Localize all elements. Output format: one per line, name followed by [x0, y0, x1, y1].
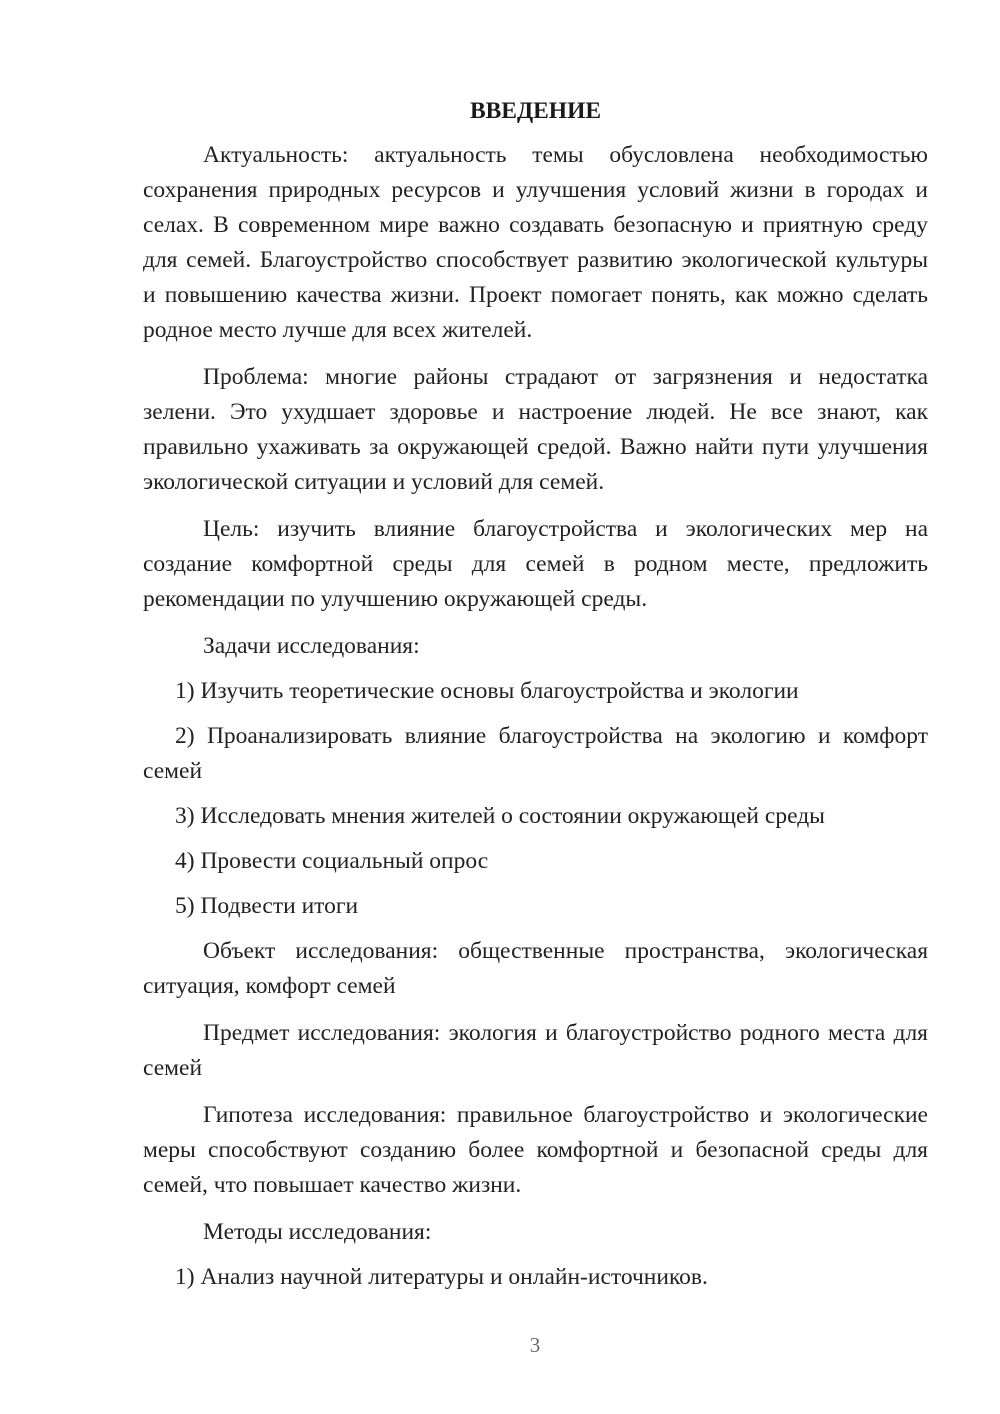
- page-title: ВВЕДЕНИЕ: [469, 98, 602, 124]
- paragraph-object: Объект исследования: общественные пространства, экологическая ситуация, комфорт семей: [143, 938, 928, 999]
- paragraph-goal: Цель: изучить влияние благоустройства и экологических мер на создание комфортной среды для семей в родном месте, предложить рекомендации по улучшению окружающей среды.: [143, 516, 928, 612]
- task-item: 2) Проанализировать влияние благоустройства на экологию и комфорт семей: [143, 723, 928, 784]
- task-item: 1) Изучить теоретические основы благоустройства и экологии: [175, 678, 799, 704]
- methods-heading: Методы исследования:: [203, 1219, 432, 1245]
- tasks-heading: Задачи исследования:: [203, 633, 420, 659]
- tasks-list: [143, 674, 928, 924]
- paragraph-problem: Проблема: многие районы страдают от загрязнения и недостатка зелени. Это ухудшает здоровье и настроение людей. Не все знают, как правильно ухаживать за окружающей средой. Важно найти пути улучшения экологической ситуации и условий для семей.: [143, 364, 928, 495]
- task-item: 3) Исследовать мнения жителей о состоянии окружающей среды: [175, 803, 825, 829]
- paragraph-hypothesis: Гипотеза исследования: правильное благоустройство и экологические меры способствуют созданию более комфортной и безопасной среды для семей, что повышает качество жизни.: [143, 1102, 928, 1198]
- document-page: [143, 96, 928, 1305]
- task-item: 5) Подвести итоги: [175, 893, 359, 919]
- methods-list: [143, 1260, 928, 1295]
- paragraph-relevance: Актуальность: актуальность темы обусловлена необходимостью сохранения природных ресурсов и улучшения условий жизни в городах и селах. В современном мире важно создавать безопасную и приятную среду для семей. Благоустройство способствует развитию экологической культуры и повышению качества жизни. Проект помогает понять, как можно сделать родное место лучше для всех жителей.: [143, 142, 928, 343]
- task-item: 4) Провести социальный опрос: [175, 848, 489, 874]
- method-item: 1) Анализ научной литературы и онлайн-источников.: [175, 1264, 708, 1290]
- paragraph-subject: Предмет исследования: экология и благоустройство родного места для семей: [143, 1020, 928, 1081]
- page-number: 3: [529, 1333, 541, 1357]
